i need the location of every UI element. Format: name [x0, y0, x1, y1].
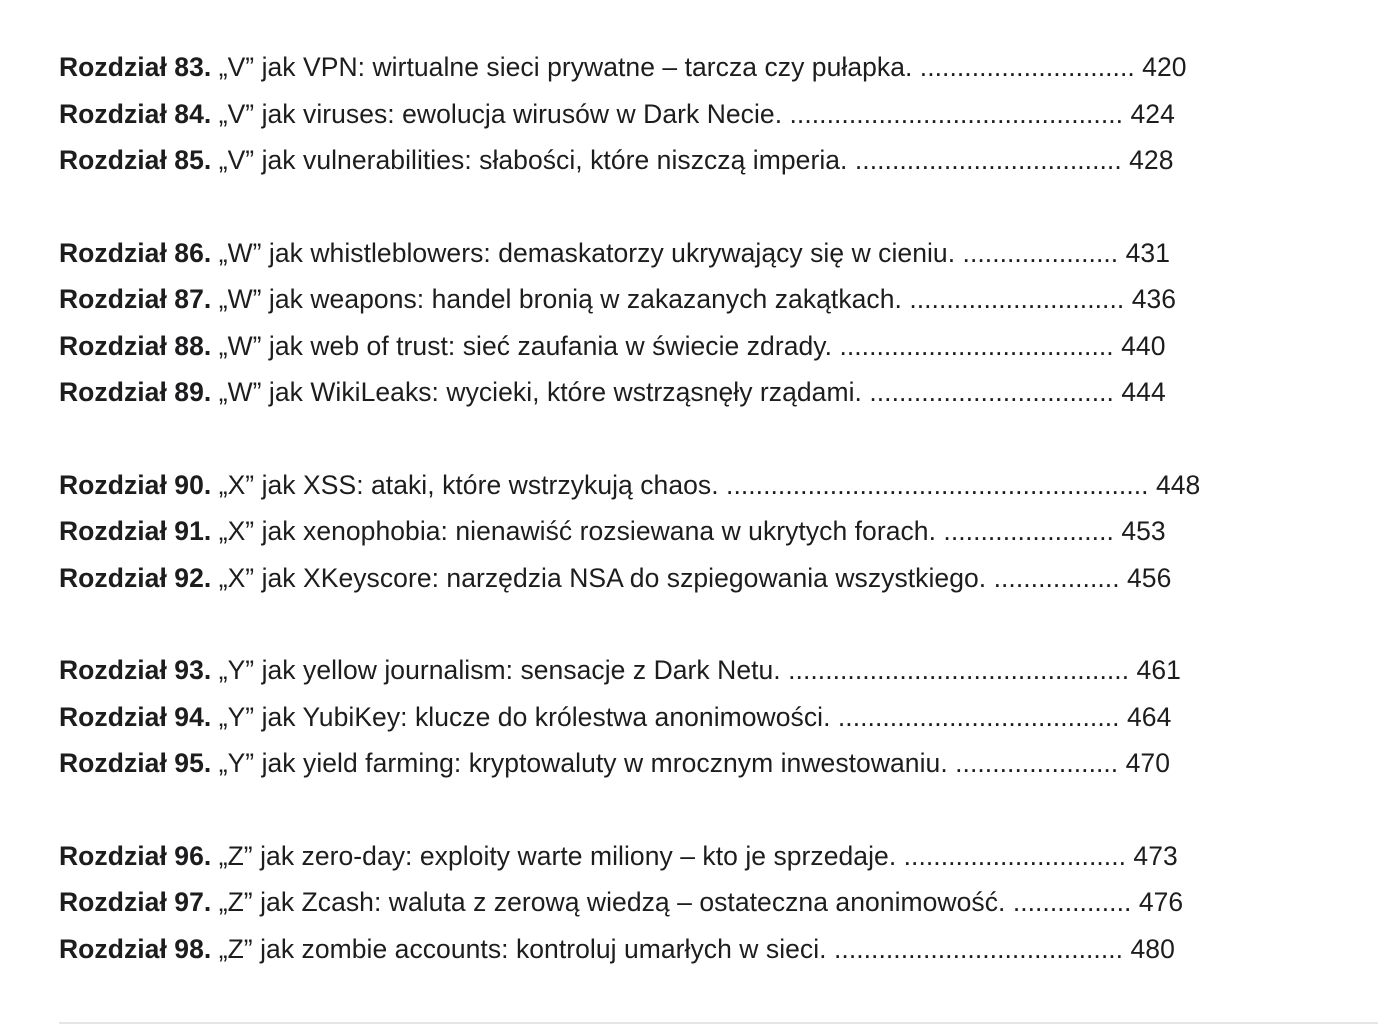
toc-entry-94 [59, 694, 1359, 741]
chapter-title: „V” jak vulnerabilities: słabości, które niszczą imperia. .................................... 428 [211, 145, 1174, 175]
toc-group-x [59, 462, 1359, 602]
chapter-label: Rozdział 97. [59, 887, 212, 917]
toc-entry-84 [59, 91, 1359, 138]
toc-entry-92 [59, 555, 1359, 602]
chapter-title: „W” jak WikiLeaks: wycieki, które wstrząsnęły rządami. ................................. 444 [211, 377, 1166, 407]
toc-entry-88 [59, 323, 1359, 370]
chapter-title: „X” jak XKeyscore: narzędzia NSA do szpiegowania wszystkiego. ................. 456 [211, 562, 1172, 593]
toc-entry-96 [59, 833, 1359, 880]
chapter-label: Rozdział 92. [59, 562, 212, 593]
chapter-label: Rozdział 90. [59, 469, 212, 500]
chapter-title: „Z” jak Zcash: waluta z zerową wiedzą – ostateczna anonimowość. ................ 476 [211, 887, 1184, 917]
toc-entry-85 [59, 137, 1359, 184]
chapter-title: „Z” jak zombie accounts: kontroluj umarłych w sieci. ....................................... 480 [211, 933, 1175, 964]
chapter-label: Rozdział 86. [59, 237, 212, 268]
toc-entry-90 [59, 462, 1359, 509]
chapter-title: „Y” jak yellow journalism: sensacje z Dark Netu. .............................................. 461 [211, 655, 1181, 685]
chapter-label: Rozdział 91. [59, 516, 212, 546]
toc-entry-95 [59, 740, 1359, 787]
bottom-divider [59, 1022, 1378, 1024]
chapter-title: „V” jak VPN: wirtualne sieci prywatne – tarcza czy pułapka. ............................. 420 [211, 52, 1187, 82]
chapter-title: „Y” jak YubiKey: klucze do królestwa anonimowości. ...................................... 464 [211, 701, 1172, 732]
toc-group-y [59, 647, 1359, 787]
chapter-title: „V” jak viruses: ewolucja wirusów w Dark Necie. ............................................. 424 [211, 98, 1175, 129]
toc-group-v [59, 44, 1359, 184]
table-of-contents [59, 44, 1359, 1018]
toc-entry-89 [59, 369, 1359, 416]
chapter-title: „Z” jak zero-day: exploity warte miliony – kto je sprzedaje. .............................. 473 [211, 840, 1178, 871]
chapter-label: Rozdział 88. [59, 330, 212, 361]
chapter-label: Rozdział 87. [59, 284, 212, 314]
chapter-label: Rozdział 96. [59, 840, 212, 871]
chapter-title: „W” jak weapons: handel bronią w zakazanych zakątkach. ............................. 436 [211, 284, 1177, 314]
toc-entry-98 [59, 926, 1359, 973]
toc-entry-93 [59, 647, 1359, 694]
chapter-label: Rozdział 98. [59, 933, 212, 964]
chapter-title: „W” jak whistleblowers: demaskatorzy ukrywający się w cieniu. ..................... 431 [211, 237, 1170, 268]
toc-entry-86 [59, 230, 1359, 277]
chapter-label: Rozdział 85. [59, 145, 212, 175]
toc-entry-91 [59, 508, 1359, 555]
chapter-title: „X” jak XSS: ataki, które wstrzykują chaos. ......................................................... 448 [211, 469, 1201, 500]
chapter-label: Rozdział 83. [59, 52, 212, 82]
toc-entry-87 [59, 276, 1359, 323]
chapter-label: Rozdział 94. [59, 701, 212, 732]
toc-entry-97 [59, 879, 1359, 926]
chapter-label: Rozdział 84. [59, 98, 212, 129]
chapter-title: „X” jak xenophobia: nienawiść rozsiewana w ukrytych forach. ....................... 453 [211, 516, 1166, 546]
chapter-label: Rozdział 93. [59, 655, 212, 685]
chapter-label: Rozdział 89. [59, 377, 212, 407]
chapter-title: „W” jak web of trust: sieć zaufania w świecie zdrady. ..................................... 440 [211, 330, 1166, 361]
toc-group-z [59, 833, 1359, 973]
chapter-label: Rozdział 95. [59, 748, 212, 778]
chapter-title: „Y” jak yield farming: kryptowaluty w mrocznym inwestowaniu. ...................... 470 [211, 748, 1170, 778]
toc-group-w [59, 230, 1359, 416]
toc-entry-83 [59, 44, 1359, 91]
